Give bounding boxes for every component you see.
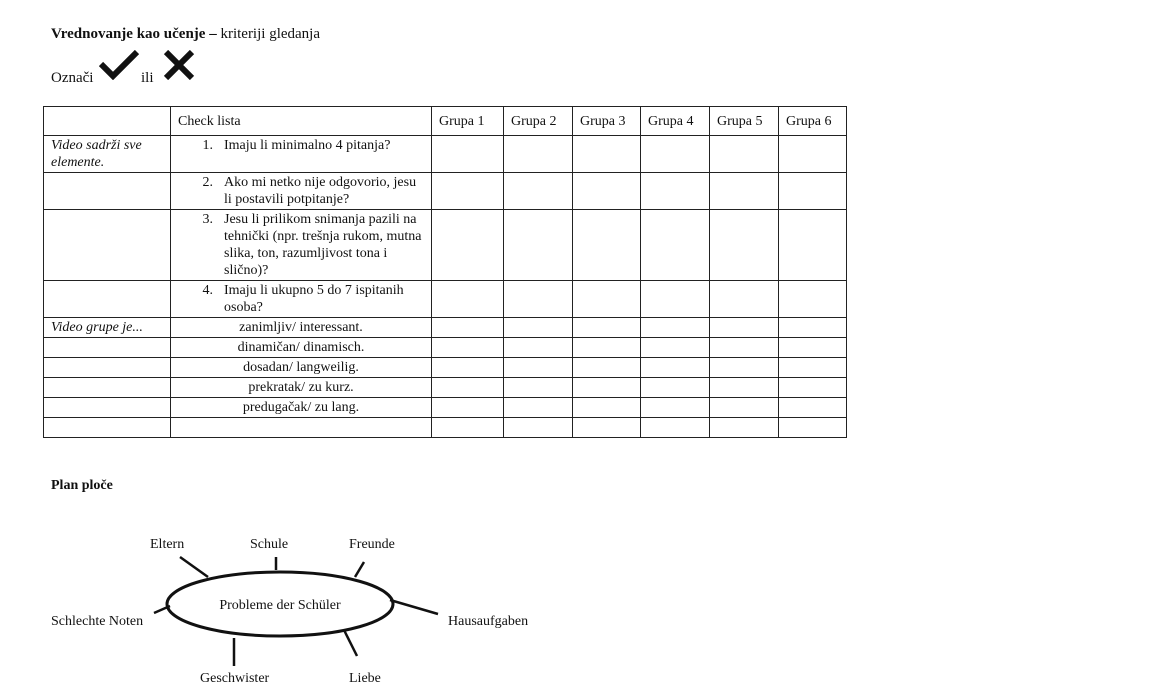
grade-cell[interactable] — [504, 173, 573, 210]
table-header-row — [44, 107, 847, 136]
grade-cell[interactable] — [573, 281, 641, 318]
grade-cell[interactable] — [504, 281, 573, 318]
header-cell: Grupa 1 — [432, 107, 504, 136]
connector-line — [180, 557, 208, 577]
table-row — [44, 173, 847, 210]
adjective-cell: predugačak/ zu lang. — [171, 398, 432, 418]
grade-cell[interactable] — [641, 318, 710, 338]
header-cell: Grupa 4 — [641, 107, 710, 136]
header-cell: Grupa 5 — [710, 107, 779, 136]
grade-cell[interactable] — [432, 378, 504, 398]
grade-cell[interactable] — [573, 338, 641, 358]
category-cell: Video grupe je... — [44, 318, 171, 338]
title-bold: Vrednovanje kao učenje – — [51, 26, 217, 42]
grade-cell[interactable] — [432, 173, 504, 210]
grade-cell[interactable] — [710, 281, 779, 318]
category-cell — [44, 418, 171, 438]
grade-cell[interactable] — [432, 418, 504, 438]
grade-cell[interactable] — [432, 338, 504, 358]
item-text: Jesu li prilikom snimanja pazili na tehnički (npr. trešnja rukom, mutna slika, ton, razumljivost tona i slično)? — [224, 212, 422, 278]
item-cell — [171, 136, 432, 173]
node-label: Schule — [250, 537, 289, 552]
grade-cell[interactable] — [641, 173, 710, 210]
grade-cell[interactable] — [504, 378, 573, 398]
grade-cell[interactable] — [573, 358, 641, 378]
grade-cell[interactable] — [779, 173, 847, 210]
item-cell — [171, 173, 432, 210]
grade-cell[interactable] — [641, 378, 710, 398]
item-number: 2. — [202, 175, 213, 190]
table-row — [44, 398, 847, 418]
check-icon — [99, 50, 139, 80]
header-cell: Grupa 2 — [504, 107, 573, 136]
grade-cell[interactable] — [573, 318, 641, 338]
grade-cell[interactable] — [573, 378, 641, 398]
grade-cell[interactable] — [779, 210, 847, 281]
item-number: 4. — [202, 283, 213, 298]
grade-cell[interactable] — [710, 418, 779, 438]
grade-cell[interactable] — [779, 358, 847, 378]
table-row — [44, 210, 847, 281]
mind-map — [0, 520, 600, 700]
grade-cell[interactable] — [504, 136, 573, 173]
node-label: Geschwister — [200, 671, 270, 686]
grade-cell[interactable] — [504, 338, 573, 358]
header-cell: Check lista — [171, 107, 432, 136]
category-cell — [44, 358, 171, 378]
grade-cell[interactable] — [432, 318, 504, 338]
category-cell — [44, 398, 171, 418]
connector-line — [344, 630, 357, 656]
category-cell — [44, 338, 171, 358]
grade-cell[interactable] — [710, 378, 779, 398]
item-text: Ako mi netko nije odgovorio, jesu li postavili potpitanje? — [224, 175, 417, 207]
item-number: 1. — [202, 138, 213, 153]
grade-cell[interactable] — [710, 173, 779, 210]
item-text: Imaju li minimalno 4 pitanja? — [224, 138, 391, 153]
grade-cell[interactable] — [641, 281, 710, 318]
adjective-cell: zanimljiv/ interessant. — [171, 318, 432, 338]
header-cell — [44, 107, 171, 136]
grade-cell[interactable] — [641, 418, 710, 438]
grade-cell[interactable] — [504, 210, 573, 281]
header-cell: Grupa 3 — [573, 107, 641, 136]
mark-label: Označi — [51, 70, 94, 86]
grade-cell[interactable] — [641, 398, 710, 418]
checklist-table — [43, 106, 847, 438]
grade-cell[interactable] — [641, 338, 710, 358]
category-cell — [44, 173, 171, 210]
grade-cell[interactable] — [779, 398, 847, 418]
mark-instruction — [51, 46, 251, 88]
grade-cell[interactable] — [504, 418, 573, 438]
node-label: Freunde — [349, 537, 395, 552]
grade-cell[interactable] — [432, 358, 504, 378]
grade-cell[interactable] — [779, 136, 847, 173]
adjective-cell: dosadan/ langweilig. — [171, 358, 432, 378]
grade-cell[interactable] — [779, 338, 847, 358]
table-row — [44, 318, 847, 338]
category-cell — [44, 281, 171, 318]
grade-cell[interactable] — [432, 398, 504, 418]
grade-cell[interactable] — [641, 210, 710, 281]
connector-line — [355, 562, 364, 577]
table-row — [44, 418, 847, 438]
grade-cell[interactable] — [710, 338, 779, 358]
grade-cell[interactable] — [573, 418, 641, 438]
table-row — [44, 338, 847, 358]
title-rest: kriteriji gledanja — [216, 26, 320, 42]
table-row — [44, 281, 847, 318]
item-number: 3. — [202, 212, 213, 227]
grade-cell[interactable] — [710, 318, 779, 338]
grade-cell[interactable] — [710, 210, 779, 281]
grade-cell[interactable] — [432, 136, 504, 173]
grade-cell[interactable] — [779, 318, 847, 338]
grade-cell[interactable] — [710, 358, 779, 378]
item-text: Imaju li ukupno 5 do 7 ispitanih osoba? — [224, 283, 404, 315]
item-cell — [171, 281, 432, 318]
adjective-cell: dinamičan/ dinamisch. — [171, 338, 432, 358]
grade-cell[interactable] — [779, 418, 847, 438]
grade-cell[interactable] — [504, 318, 573, 338]
grade-cell[interactable] — [573, 136, 641, 173]
worksheet-title — [51, 26, 320, 43]
connector-line — [390, 600, 438, 614]
cross-icon — [163, 50, 195, 80]
grade-cell[interactable] — [710, 136, 779, 173]
grade-cell[interactable] — [432, 281, 504, 318]
node-label: Hausaufgaben — [448, 614, 529, 629]
grade-cell[interactable] — [573, 173, 641, 210]
table-row — [44, 358, 847, 378]
header-cell: Grupa 6 — [779, 107, 847, 136]
category-cell — [44, 210, 171, 281]
center-label: Probleme der Schüler — [219, 598, 341, 613]
grade-cell[interactable] — [504, 398, 573, 418]
node-label: Eltern — [150, 537, 185, 552]
node-label: Schlechte Noten — [51, 614, 144, 629]
grade-cell[interactable] — [779, 378, 847, 398]
grade-cell[interactable] — [779, 281, 847, 318]
adjective-cell: prekratak/ zu kurz. — [171, 378, 432, 398]
plan-title: Plan ploče — [51, 478, 113, 493]
grade-cell[interactable] — [641, 136, 710, 173]
grade-cell[interactable] — [641, 358, 710, 378]
table-row — [44, 136, 847, 173]
category-cell — [44, 378, 171, 398]
table-row — [44, 378, 847, 398]
grade-cell[interactable] — [573, 398, 641, 418]
grade-cell[interactable] — [573, 210, 641, 281]
grade-cell[interactable] — [710, 398, 779, 418]
category-cell: Video sadrži sve elemente. — [44, 136, 171, 173]
adjective-cell — [171, 418, 432, 438]
item-cell — [171, 210, 432, 281]
grade-cell[interactable] — [432, 210, 504, 281]
node-label: Liebe — [349, 671, 381, 686]
grade-cell[interactable] — [504, 358, 573, 378]
or-label: ili — [141, 70, 154, 86]
